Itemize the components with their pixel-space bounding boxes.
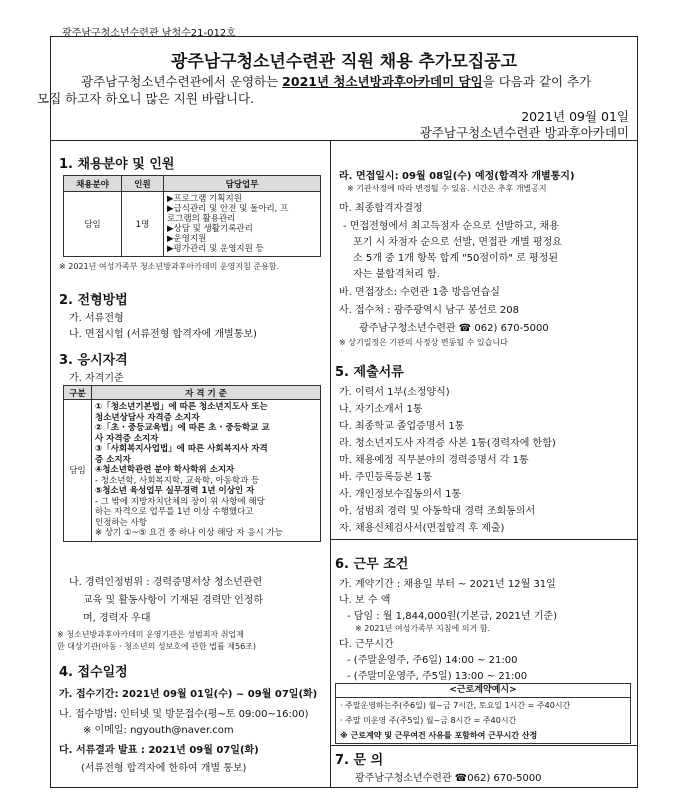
intro-pre: 광주남구청소년수련관에서 운영하는 [81,74,279,89]
document-item: 아. 성범죄 경력 및 아동학대 경력 조회동의서 [339,506,536,517]
section-1-note: ※ 2021년 여성가족부 청소년방과후아카데미 운영지침 준용함. [59,262,280,271]
intro-text [37,73,631,107]
final-decision-line: 소 5개 중 1개 항목 합계 "50점이하" 로 평정된 [353,253,558,264]
qualification-line: 사 자격증 소지자 [95,433,159,444]
duty-item: ▶평가관리 및 운영지원 등 [167,244,264,254]
qualification-list [92,400,321,542]
qualification-row-label: 담임 [64,400,92,542]
page-title: 광주남구청소년수련관 직원 채용 추가모집공고 [170,52,518,72]
contract-example-row: ※ 근로계약 및 근무여건 사유를 포함하여 근무시간 산정 [340,731,538,740]
final-decision-line: - 면접전형에서 최고득점자 순으로 선발하고, 채용 [343,221,559,232]
qualification-line: 하는 자격으로 업무를 1년 이상 수행했다고 [95,507,254,517]
duty-item: ▶급식관리 및 안전 및 돌아리, 프 [167,204,289,214]
document-item: 마. 채용예정 직무분야의 경력증명서 각 1통 [339,455,529,466]
experience-range: 교육 및 활동사항이 기재된 경력만 인정하 [83,595,264,606]
section-5-title: 5. 제출서류 [335,365,404,380]
contract-example-row: · 주말운영하는주(주6일) 월~금 7시간, 토요일 1시간 = 주40시간 [340,701,571,710]
notice-date: 2021년 09월 01일 [521,109,629,124]
qualification-line: ※ 상기 ①~⑤ 요건 중 하나 이상 해당 자 응시 가능 [95,528,283,538]
recruit-table [63,175,321,257]
recruit-field: 담임 [64,192,122,257]
duty-item: ▶프로그램 기획지원 [167,194,242,204]
qualification-line: - 청소년학, 사회복지학, 교육학, 아동학과 등 [95,475,260,486]
table-header-criteria: 자 격 기 준 [92,386,321,400]
salary-amount: - 담임 : 월 1,844,000원(기본급, 2021년 기준) [347,611,557,622]
qualification-line: 인정하는 사항 [95,517,147,528]
qualification-line: ②「초 · 중등교육법」에 따른 초 · 중등학교 교 [95,423,270,433]
notice-org: 광주남구청소년수련관 방과후아카데미 [419,125,629,140]
section-1-title: 1. 채용분야 및 인원 [59,157,175,172]
application-method: 나. 접수방법: 인터넷 및 방문접수(평~토 09:00~16:00) [59,709,309,720]
document-item: 나. 자기소개서 1통 [339,404,423,415]
contract-period: 가. 계약기간 : 채용일 부터 ~ 2021년 12월 31일 [339,579,556,590]
table-header-field: 채용분야 [64,176,122,192]
selection-item: 나. 면접시험 (서류전형 합격자에 개별통보) [69,329,257,340]
right-column [331,141,637,787]
result-announcement-note: (서류전형 합격자에 한하여 개별 통보) [81,763,247,774]
intro-line-2: 모집 하고자 하오니 많은 지원 바랍니다. [37,91,255,106]
document-item: 다. 최종학교 졸업증명서 1통 [339,421,465,432]
recruit-count: 1명 [122,192,164,257]
intro-post: 을 다음과 같이 추가 [482,74,592,89]
section-4-title: 4. 접수일정 [59,665,128,680]
notice-frame [37,36,638,788]
table-header-duty: 담당업무 [164,176,321,192]
section-6-title: 6. 근무 조건 [335,557,409,572]
salary-note: ※ 2021년 여성가족부 지침에 의거 함. [355,624,491,633]
inquiry-contact: 광주남구청소년수련관 ☎062) 670-5000 [355,773,542,784]
section-3-note: 한 대상기관(아동 · 청소년의 성보호에 관한 법률 제56조) [57,642,257,651]
application-period: 가. 접수기간: 2021년 09월 01일(수) ~ 09월 07일(화) [59,689,318,700]
document-item: 자. 채용신체검사서(면접합격 후 제출) [339,523,505,534]
notice-header [37,37,637,141]
document-item: 사. 개인정보수집동의서 1통 [339,489,462,500]
document-item: 바. 주민등록등본 1통 [339,472,433,483]
qualification-table [63,385,321,542]
intro-highlight: 2021년 청소년방과후아카데미 담임 [282,74,483,89]
section-3-note: ※ 청소년방과후아카데미 운영기관은 성범죄자 취업제 [57,630,244,639]
interview-date: 라. 면접일시: 09월 08일(수) 예정(합격자 개별통지) [339,171,575,182]
document-item: 가. 이력서 1부(소정양식) [339,387,450,398]
salary-title: 나. 보 수 액 [339,595,391,606]
experience-range: 며, 경력자 우대 [83,613,151,624]
result-announcement: 다. 서류결과 발표 : 2021년 09월 07일(화) [59,745,259,756]
work-hours-title: 다. 근무시간 [339,639,394,650]
left-column [51,141,331,787]
interview-note: ※ 기관사정에 따라 변경될 수 있음. 시간은 추후 개별공지 [347,184,547,193]
qualification-line: - 그 밖에 지방자치단체의 장이 위 사항에 해당 [95,496,265,507]
duty-list [164,192,321,257]
section-divider [331,745,637,746]
duty-item: 로그램의 활용관리 [167,214,236,224]
table-header-count: 인원 [122,176,164,192]
document-number: 광주남구청소년수련관 남청수21-012호 [62,28,236,39]
final-decision-title: 마. 최종합격자결정 [339,203,423,214]
application-email: ※ 이메일: ngyouth@naver.com [83,725,234,736]
contract-example-row: · 주말 미운영 주(주5일) 월~금 8시간 = 주40시간 [340,716,517,725]
interview-location: 바. 면접장소: 수련관 1층 방음연습실 [339,287,500,298]
final-decision-line: 포기 시 차점자 순으로 선발, 면접관 개별 평정요 [353,237,562,248]
section-2-title: 2. 전형방법 [59,293,128,308]
experience-range: 나. 경력인정범위 : 경력증명서상 청소년관련 [69,577,263,588]
contract-example-box [335,683,631,744]
section-divider [331,539,637,540]
document-item: 라. 청소년지도사 자격증 사본 1통(경력자에 한함) [339,438,556,449]
qualification-subtitle: 가. 자격기준 [69,373,124,384]
work-hours-6day: - (주말운영주, 주6일) 14:00 ~ 21:00 [347,655,518,666]
reception-address: 사. 접수처 : 광주광역시 남구 봉선로 208 [339,305,519,316]
final-decision-line: 자는 불합격처리 함. [353,269,440,280]
qualification-line: ①「청소년기본법」에 따른 청소년지도사 또는 [95,402,268,412]
qualification-line: ④청소년학관련 분야 학사학위 소지자 [95,465,235,475]
schedule-note: ※ 상기일정은 기관의 사정상 변동될 수 있습니다 [339,338,508,347]
contract-example-title: <근로계약예시> [336,684,630,698]
selection-item: 가. 서류전형 [69,313,124,324]
qualification-line: ③「사회복지사업법」에 따른 사회복지사 자격 [95,444,268,454]
work-hours-5day: - (주말미운영주, 주5일) 13:00 ~ 21:00 [347,671,528,682]
table-header-type: 구분 [64,386,92,400]
reception-contact: 광주남구청소년수련관 ☎ 062) 670-5000 [359,323,549,334]
qualification-line: ⑤청소년 육성업무 실무경력 1년 이상인 자 [95,486,255,496]
section-3-title: 3. 응시자격 [59,353,128,368]
qualification-line: 증 소지자 [95,454,131,465]
section-7-title: 7. 문 의 [335,753,384,768]
duty-item: ▶상담 및 생활기록관리 [167,224,253,234]
qualification-line: 청소년상담사 자격증 소지자 [95,412,200,423]
duty-item: ▶운영지원 [167,234,207,244]
